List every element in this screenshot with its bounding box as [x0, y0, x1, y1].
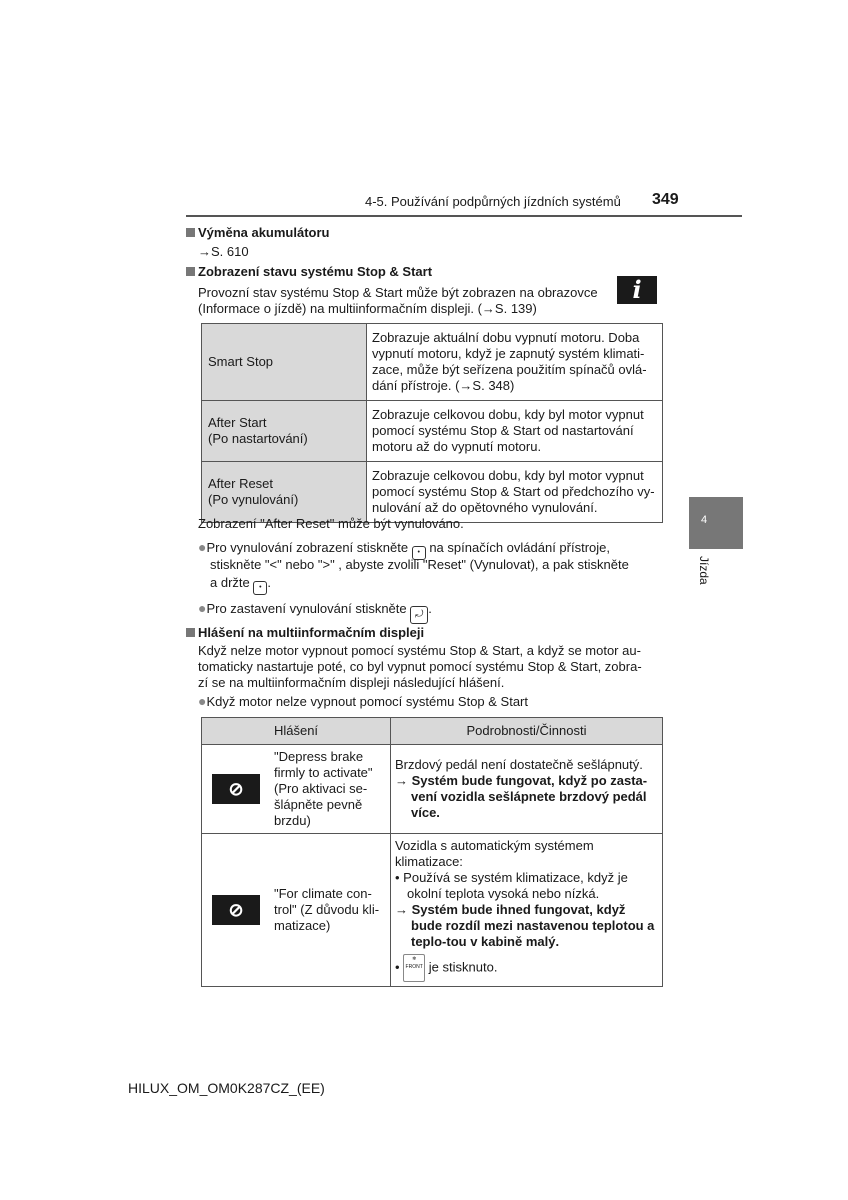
table-row-label: Smart Stop: [202, 324, 367, 401]
section-stopstart-title: Zobrazení stavu systému Stop & Start: [186, 264, 432, 279]
front-defogger-button-icon: ❄ FRONT: [403, 954, 425, 982]
bullet-stop-reset: ●Pro zastavení vynulování stiskněte ⤾ .: [198, 600, 432, 624]
chapter-label: Jízda: [697, 556, 711, 585]
messages-table: [201, 717, 663, 987]
footer-code: HILUX_OM_OM0K287CZ_(EE): [128, 1080, 325, 1096]
info-icon: i: [617, 276, 657, 304]
dot-button-icon: •: [253, 581, 267, 595]
table-row-label: After Reset (Po vynulování): [202, 462, 367, 523]
messages-text-2: tomaticky nastartuje poté, co byl vypnut pomocí systému Stop & Start, zobra-: [198, 659, 642, 674]
messages-text-3: zí se na multiinformačním displeji následující hlášení.: [198, 675, 505, 690]
battery-ref-link[interactable]: →S. 610: [198, 244, 249, 259]
messages-bullet: ●Když motor nelze vypnout pomocí systému Stop & Start: [198, 693, 529, 709]
chapter-tab[interactable]: 4: [689, 497, 743, 549]
stopstart-text-1: Provozní stav systému Stop & Start může být zobrazen na obrazovce: [198, 285, 598, 300]
table-row-label: After Start (Po nastartování): [202, 401, 367, 462]
messages-text-1: Když nelze motor vypnout pomocí systému Stop & Start, a když se motor au-: [198, 643, 641, 658]
running-header: 4-5. Používání podpůrných jízdních systémů: [365, 194, 621, 209]
bullet-reset-line2: stiskněte "<" nebo ">" , abyste zvolili "Reset" (Vynulovat), a pak stiskněte: [210, 557, 629, 572]
bullet-reset: ●Pro vynulování zobrazení stiskněte • na spínačích ovládání přístroje,: [198, 539, 664, 560]
page-number: 349: [652, 191, 679, 208]
table-header: Hlášení: [202, 718, 391, 745]
table-header: Podrobnosti/Činnosti: [391, 718, 663, 745]
table-row-desc: Zobrazuje aktuální dobu vypnutí motoru. Doba vypnutí motoru, když je zapnutý systém klimati-zace, může být seřízena použitím spínačů ovlá-dání přístroje. (→S. 348): [367, 324, 663, 401]
table-cell-detail: Brzdový pedál není dostatečně sešlápnutý. → Systém bude fungovat, když po zasta-vení vozidla sešlápnete brzdový pedál více.: [391, 745, 663, 834]
back-button-icon: ⤾: [410, 606, 428, 624]
reset-note: Zobrazení "After Reset" může být vynulováno.: [198, 516, 464, 531]
table-row-desc: Zobrazuje celkovou dobu, kdy byl motor vypnut pomocí systému Stop & Start od předchozího vy-nulování až do opětovného vynulování.: [367, 462, 663, 523]
engine-stop-warning-icon: ⊘: [212, 774, 260, 804]
table-cell-icon: [202, 745, 271, 834]
engine-stop-warning-icon: ⊘: [212, 895, 260, 925]
stopstart-table: [201, 323, 663, 523]
table-cell-message: "Depress brake firmly to activate" (Pro aktivaci se-šlápněte pevně brzdu): [270, 745, 391, 834]
bullet-reset-line3: a držte • .: [210, 574, 271, 595]
section-messages-title: Hlášení na multiinformačním displeji: [186, 625, 424, 640]
dot-button-icon: •: [412, 546, 426, 560]
table-row-desc: Zobrazuje celkovou dobu, kdy byl motor vypnut pomocí systému Stop & Start od nastartování motoru až do vypnutí motoru.: [367, 401, 663, 462]
table-cell-detail: Vozidla s automatickým systémem klimatizace: • Používá se systém klimatizace, když je okolní teplota vysoká nebo nízká. → Systém bude ihned fungovat, když bude rozdíl mezi nastavenou teplotou a teplo-tou v kabině malý. • ❄ FRONT je stisknuto.: [391, 834, 663, 987]
header-divider: [186, 215, 742, 217]
section-battery-title: Výměna akumulátoru: [186, 225, 330, 240]
table-cell-message: "For climate con-trol" (Z důvodu kli-matizace): [270, 834, 391, 987]
table-cell-icon: [202, 834, 271, 987]
stopstart-text-2: (Informace o jízdě) na multiinformačním displeji. (→S. 139): [198, 301, 537, 316]
